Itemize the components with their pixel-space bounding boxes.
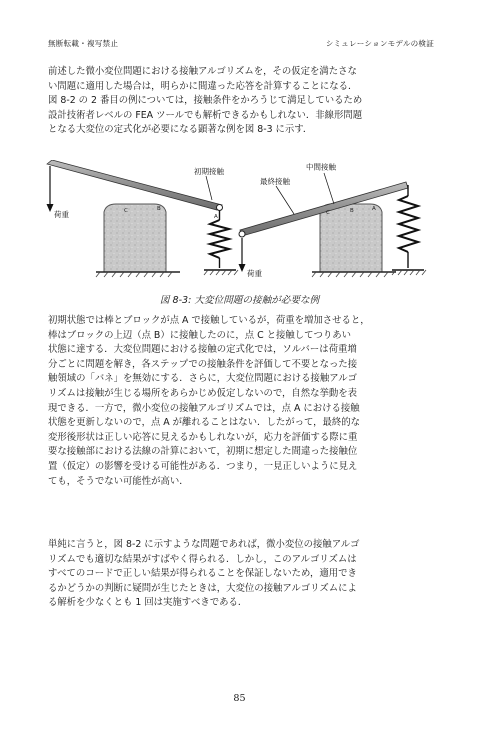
final-contact-leader <box>276 186 294 214</box>
paragraph-line: 変形後形状は正しい応答に見えるかもしれないが，応力を評価する際に重 <box>48 431 358 443</box>
paragraph-line: リズムは接触が生じる場所をあらかじめ仮定しないので，自然な挙動を表 <box>48 387 358 399</box>
paragraph-line: 置（仮定）の影響を受ける可能性がある．つまり，一見正しいように見え <box>48 460 358 472</box>
paragraph-line: 分ごとに問題を解き，各ステップでの接触条件を評価して不要となった接 <box>48 358 358 370</box>
left-spring <box>210 220 229 258</box>
left-point-a: A <box>214 214 218 220</box>
mid-contact-label: 中間接触 <box>306 162 336 172</box>
left-ground-hatch <box>96 272 172 277</box>
right-spring <box>399 196 418 252</box>
right-point-b: B <box>350 208 354 214</box>
paragraph-line: 状態に達する．大変位問題における接触の定式化では，ソルバーは荷重増 <box>48 344 357 356</box>
header-left: 無断転載・複写禁止 <box>48 39 119 48</box>
paragraph-line: すべてのコードで正しい結果が得られることを保証しないため，適用でき <box>48 568 357 580</box>
paragraph-3 <box>48 538 432 611</box>
right-point-a: A <box>372 206 376 212</box>
left-block <box>104 204 166 272</box>
right-load-arrowhead <box>239 264 246 272</box>
page-number: 85 <box>233 693 246 704</box>
paragraph-line: 状態を更新しないので，点 A が離れることはない．したがって，最終的な <box>48 417 361 429</box>
paragraph-line: 棒はブロックの上辺（点 B）に接触したのに，点 C と接触してつりあい <box>48 329 351 341</box>
paragraph-line: となる大変位の定式化が必要になる顕著な例を図 8-3 に示す． <box>48 124 313 136</box>
paragraph-line: 初期状態では棒とブロックが点 A で接触しているが，荷重を増加させると， <box>48 315 370 326</box>
right-spring-hatch <box>392 270 426 275</box>
paragraph-line: 単純に言うと，図 8-2 に示すような問題であれば，微小変位の接触アルゴ <box>48 539 360 550</box>
initial-contact-label: 初期接触 <box>194 167 224 176</box>
paragraph-line: 前述した微小変位問題における接触アルゴリズムを，その仮定を満たさな <box>48 66 357 77</box>
right-point-c: C <box>326 210 330 216</box>
mid-contact-leader <box>324 173 334 204</box>
paragraph-1 <box>48 65 432 138</box>
paragraph-line: リズムでも適切な結果がすばやく得られる．しかし，このアルゴリズムは <box>48 553 357 565</box>
paragraph-line: い問題に適用した場合は，明らかに間違った応答を計算することになる． <box>48 80 358 92</box>
left-load-label: 荷重 <box>54 210 69 219</box>
right-bar-end <box>239 231 245 237</box>
paragraph-line: るかどうかの判断に疑問が生じたときは，大変位の接触アルゴリズムによ <box>48 582 357 594</box>
left-load-arrowhead <box>47 204 54 212</box>
left-scene <box>47 160 239 277</box>
left-point-c: C <box>124 208 128 214</box>
right-scene <box>239 162 427 278</box>
final-contact-label: 最終接触 <box>260 177 290 186</box>
paragraph-2 <box>48 314 432 489</box>
paragraph-line: る解析を少なくとも 1 回は実施すべきである． <box>48 597 248 609</box>
paragraph-line: ても，そうでない可能性が高い． <box>48 475 189 487</box>
paragraph-line: 現できる．一方で，微小変位の接触アルゴリズムでは，点 A における接触 <box>48 402 360 414</box>
paragraph-line: 図 8-2 の 2 番目の例については，接触条件をかろうじて満足しているため <box>48 95 363 107</box>
left-bar-end <box>217 205 223 211</box>
initial-contact-leader <box>206 176 212 200</box>
right-load-label: 荷重 <box>247 269 262 278</box>
figure-caption: 図 8-3: 大変位問題の接触が必要な例 <box>159 295 320 306</box>
right-ground-hatch <box>312 272 388 277</box>
paragraph-line: 触領域の「バネ」を無効にする．さらに，大変位問題における接触アルゴ <box>48 373 358 385</box>
paragraph-line: 設計技術者レベルの FEA ツールでも解析できるかもしれない．非線形問題 <box>48 109 363 121</box>
header-right: シミュレーションモデルの検証 <box>325 39 434 48</box>
left-point-b: B <box>157 206 161 212</box>
paragraph-line: 要な接触部における法線の計算において，初期に想定した間違った接触位 <box>48 446 358 458</box>
contact-figure <box>44 160 436 288</box>
left-spring-hatch <box>204 270 238 275</box>
